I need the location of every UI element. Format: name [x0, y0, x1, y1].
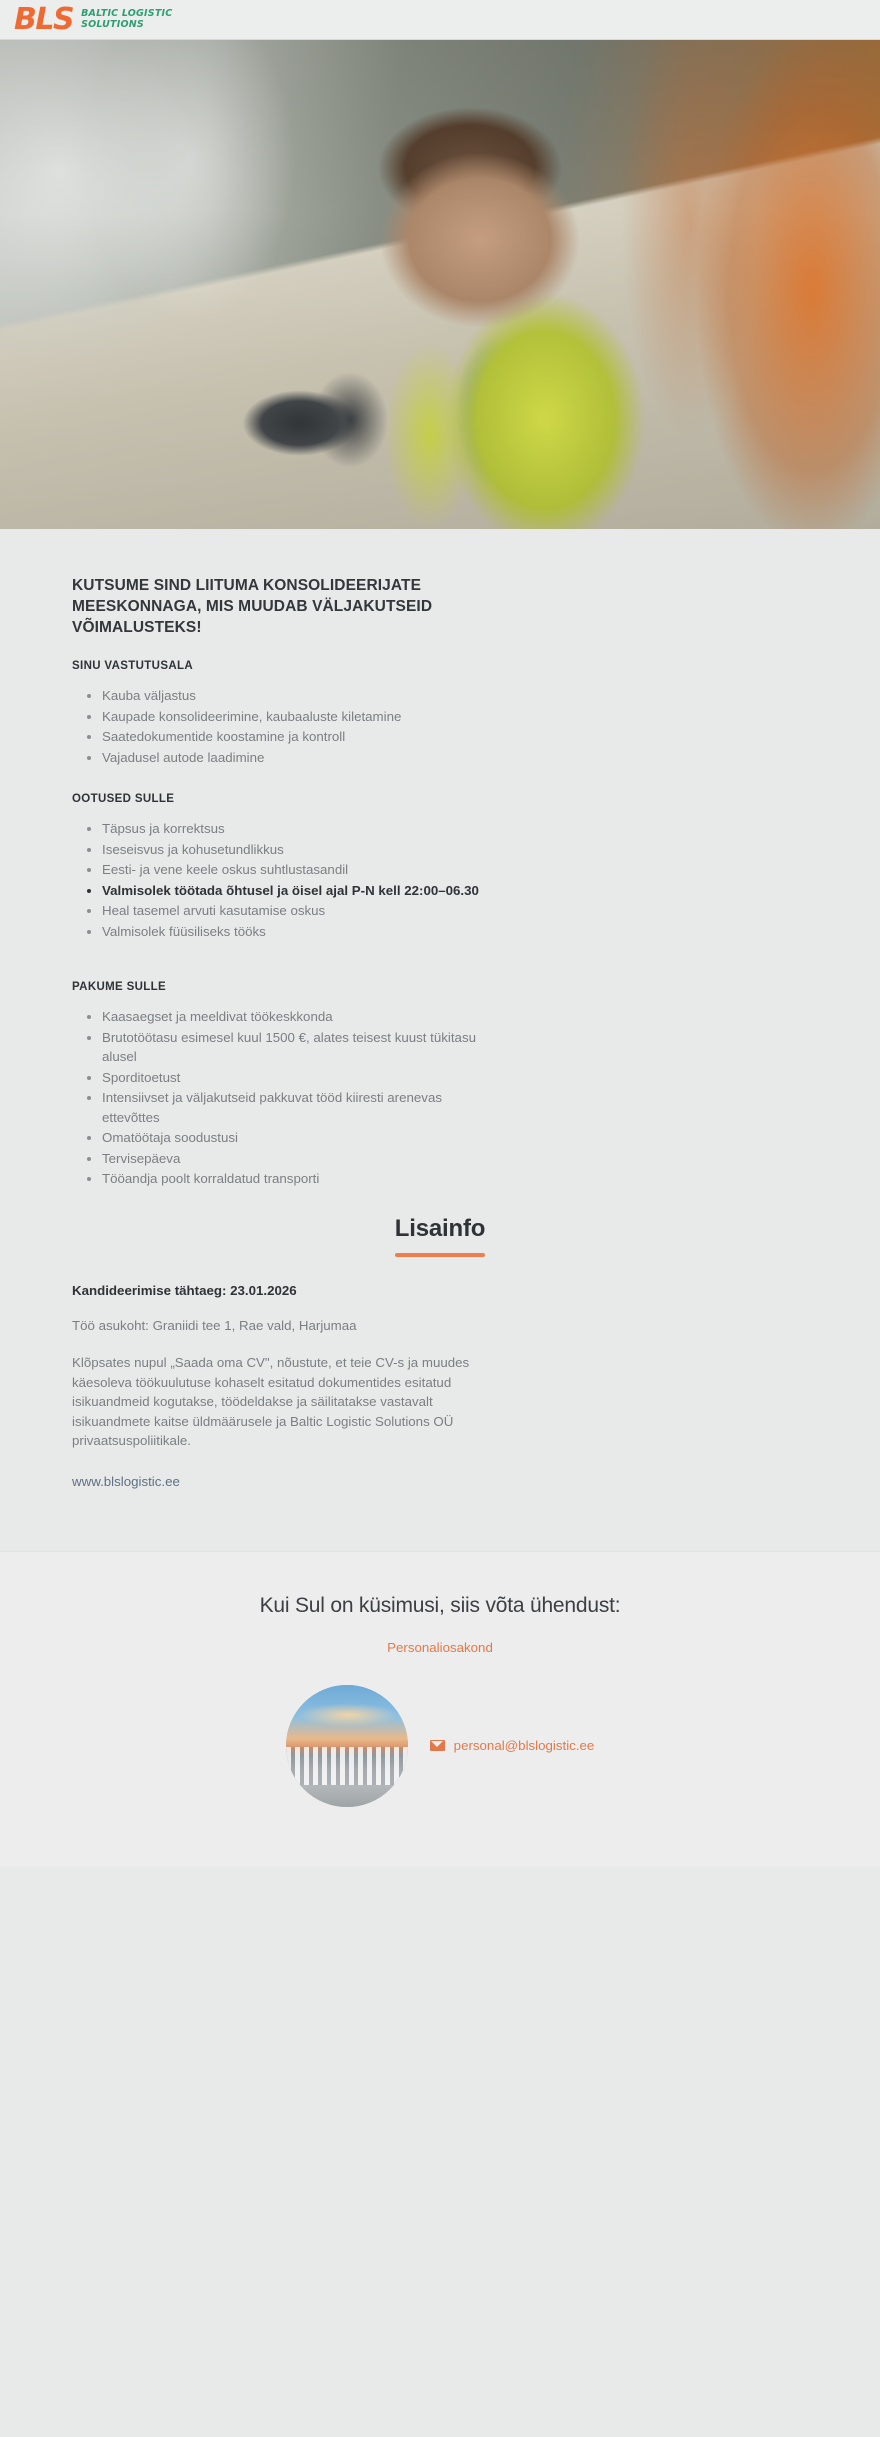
list-item: Heal tasemel arvuti kasutamise oskus	[72, 901, 502, 921]
list-item: Valmisolek füüsiliseks tööks	[72, 922, 502, 942]
section-bullet-list	[72, 1007, 808, 1189]
job-location: Töö asukoht: Graniidi tee 1, Rae vald, Harjumaa	[72, 1317, 357, 1333]
contact-footer	[0, 1551, 880, 1867]
list-item: Intensiivset ja väljakutseid pakkuvat tööd kiiresti arenevas ettevõttes	[72, 1088, 502, 1127]
lisainfo-underline	[395, 1253, 485, 1257]
lisainfo-header	[72, 1215, 808, 1257]
section-label: SINU VASTUTUSALA	[72, 660, 194, 672]
page-title: KUTSUME SIND LIITUMA KONSOLIDEERIJATE MEESKONNAGA, MIS MUUDAB VÄLJAKUTSEID VÕIMALUSTEKS!	[72, 577, 433, 636]
section-label: PAKUME SULLE	[72, 981, 167, 993]
list-item: Vajadusel autode laadimine	[72, 748, 502, 768]
hero-banner	[0, 40, 880, 529]
section-label: OOTUSED SULLE	[72, 793, 175, 805]
section-bullet-list	[72, 819, 808, 941]
list-item: Kauba väljastus	[72, 686, 502, 706]
list-item: Tööandja poolt korraldatud transporti	[72, 1169, 502, 1189]
application-deadline: Kandideerimise tähtaeg: 23.01.2026	[72, 1282, 297, 1298]
section-spacer	[72, 967, 808, 981]
company-website-link[interactable]: www.blslogistic.ee	[72, 1473, 180, 1489]
logo-tagline	[81, 8, 172, 32]
contact-email-link[interactable]: personal@blslogistic.ee	[453, 1738, 595, 1753]
contact-title: Kui Sul on küsimusi, siis võta ühendust:	[259, 1593, 621, 1617]
list-item: Eesti- ja vene keele oskus suhtlustasandil	[72, 860, 502, 880]
contact-row	[0, 1685, 880, 1807]
list-item: Kaupade konsolideerimine, kaubaaluste kiletamine	[72, 707, 502, 727]
section-divider	[0, 1529, 880, 1551]
contact-email-row[interactable]	[430, 1738, 595, 1753]
list-item: Iseseisvus ja kohusetundlikkus	[72, 840, 502, 860]
avatar-ground-detail	[286, 1785, 408, 1807]
hero-overlay	[0, 40, 880, 529]
avatar-trucks-detail	[286, 1747, 408, 1787]
avatar	[286, 1685, 408, 1807]
privacy-notice: Klõpsates nupul „Saada oma CV", nõustute, et teie CV-s ja muudes käesoleva töökuulutuse kohaselt esitatud dokumentides esitatud isikuandmeid kogutakse, töödeldakse ja säilitatakse vastavalt isikuandmete kaitse üldmäärusele ja Baltic Logistic Solutions OÜ privaatsuspoliitikale.	[72, 1355, 470, 1448]
logo-tagline-line1: BALTIC LOGISTIC	[81, 7, 173, 19]
section-bullet-list	[72, 686, 808, 767]
list-item: Omatöötaja soodustusi	[72, 1128, 502, 1148]
list-item: Kaasaegset ja meeldivat töökeskkonda	[72, 1007, 502, 1027]
envelope-icon	[430, 1740, 445, 1751]
list-item: Brutotöötasu esimesel kuul 1500 €, alates teisest kuust tükitasu alusel	[72, 1028, 502, 1067]
logo-tagline-line2: SOLUTIONS	[81, 18, 144, 30]
logo-wordmark: BLS	[14, 1, 74, 37]
job-content	[0, 529, 880, 1529]
site-header	[0, 0, 880, 40]
list-item: Sporditoetust	[72, 1068, 502, 1088]
bls-logo[interactable]	[14, 1, 173, 37]
list-item: Täpsus ja korrektsus	[72, 819, 502, 839]
lisainfo-title: Lisainfo	[394, 1214, 486, 1242]
list-item: Tervisepäeva	[72, 1149, 502, 1169]
contact-department: Personaliosakond	[387, 1639, 493, 1655]
sections-container	[72, 660, 808, 1189]
list-item: Saatedokumentide koostamine ja kontroll	[72, 727, 502, 747]
list-item: Valmisolek töötada õhtusel ja öisel ajal P-N kell 22:00–06.30	[72, 881, 502, 901]
